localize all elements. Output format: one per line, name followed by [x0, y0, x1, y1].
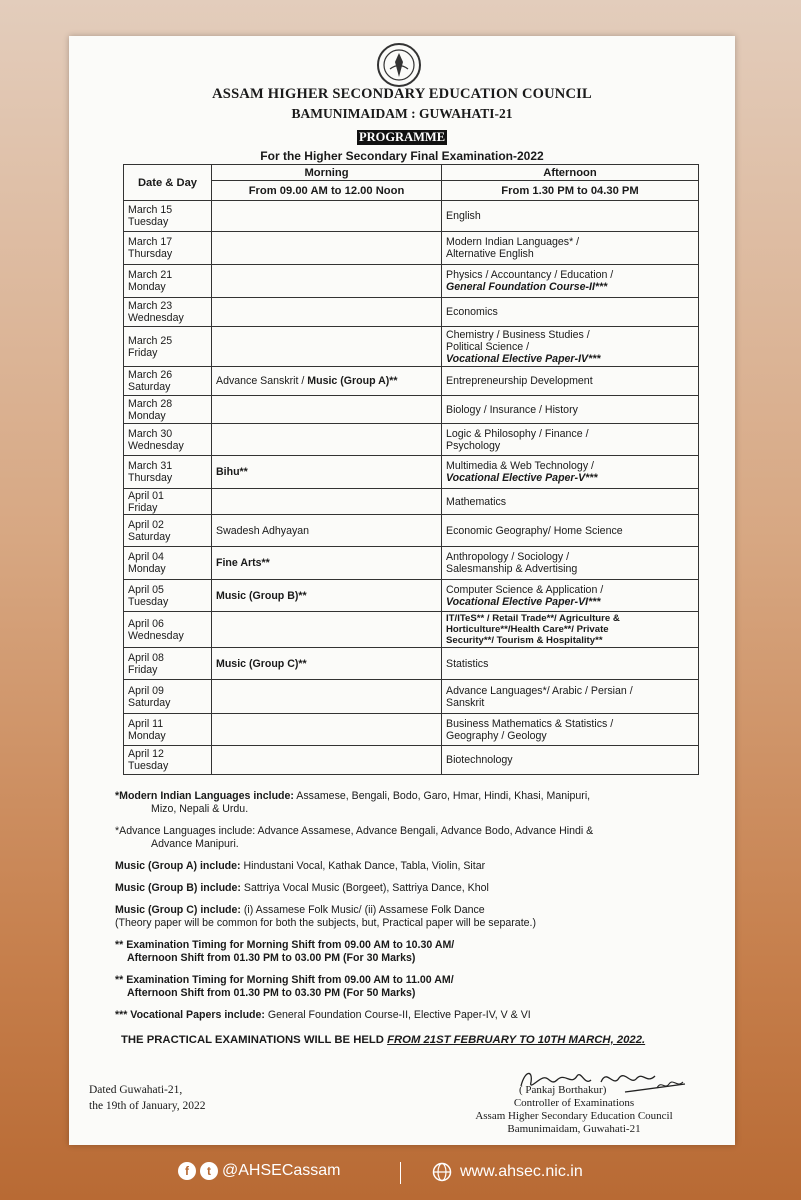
schedule-date-cell — [124, 680, 212, 714]
signatory-place: Bamunimaidam, Guwahati-21 — [507, 1123, 641, 1135]
schedule-row — [124, 515, 699, 547]
morning-subject-bold: Music (Group B)** — [216, 589, 307, 602]
note-music-group-a: Music (Group A) include: Hindustani Vocal, Kathak Dance, Tabla, Violin, Sitar — [115, 860, 486, 872]
afternoon-subject-cell — [442, 265, 699, 298]
afternoon-subject: Computer Science & Application / — [446, 583, 604, 596]
exam-date: March 15 — [128, 204, 173, 216]
schedule-row — [124, 327, 699, 367]
schedule-row — [124, 746, 699, 775]
dated-line-2: the 19th of January, 2022 — [89, 1100, 206, 1112]
afternoon-subject-cell — [442, 456, 699, 489]
morning-time-header: From 09.00 AM to 12.00 Noon — [212, 181, 442, 201]
afternoon-subject-cell — [442, 298, 699, 327]
morning-subject-cell — [212, 489, 442, 515]
afternoon-subject: Statistics — [446, 657, 489, 670]
afternoon-subject-line: Sanskrit — [446, 696, 485, 709]
exam-date: March 21 — [128, 269, 173, 281]
signatory-title: Controller of Examinations — [513, 1097, 635, 1109]
afternoon-subject-line: Psychology — [446, 439, 501, 452]
schedule-row — [124, 298, 699, 327]
note-timing-30-marks: ** Examination Timing for Morning Shift from 09.00 AM to 10.30 AM/ Afternoon Shift from 01.30 PM to 03.00 PM (For 30 Marks) — [115, 939, 455, 964]
exam-date: April 09 — [128, 684, 164, 697]
schedule-date-cell — [124, 456, 212, 489]
exam-date: April 05 — [128, 583, 164, 596]
morning-subject-cell — [212, 201, 442, 232]
afternoon-subject-line: Vocational Elective Paper-V*** — [446, 472, 598, 484]
website-link[interactable] — [432, 1162, 583, 1182]
exam-subtitle: For the Higher Secondary Final Examination-2022 — [260, 149, 544, 163]
exam-day: Tuesday — [128, 595, 169, 608]
morning-subject-cell — [212, 580, 442, 612]
exam-date: March 17 — [128, 236, 173, 248]
morning-subject-cell — [212, 612, 442, 648]
exam-day: Friday — [128, 501, 158, 514]
exam-day: Friday — [128, 663, 158, 676]
exam-date: March 28 — [128, 397, 173, 410]
exam-date: April 02 — [128, 518, 164, 531]
social-links[interactable] — [178, 1162, 341, 1180]
afternoon-subject-cell — [442, 201, 699, 232]
schedule-date-cell — [124, 612, 212, 648]
exam-day: Saturday — [128, 381, 171, 393]
afternoon-subject-line: Vocational Elective Paper-IV*** — [446, 352, 601, 365]
exam-day: Saturday — [128, 530, 171, 543]
afternoon-subject-line: Salesmanship & Advertising — [446, 563, 578, 575]
afternoon-subject: Economics — [446, 306, 498, 318]
exam-date: April 12 — [128, 748, 164, 760]
exam-date: April 01 — [128, 489, 164, 502]
morning-subject-cell — [212, 396, 442, 424]
globe-icon — [432, 1162, 452, 1182]
afternoon-subject-cell — [442, 580, 699, 612]
exam-date: March 23 — [128, 300, 173, 312]
exam-day: Wednesday — [128, 629, 184, 642]
programme-title: PROGRAMME — [358, 130, 446, 144]
exam-day: Monday — [128, 281, 166, 293]
practical-exam-notice: THE PRACTICAL EXAMINATIONS WILL BE HELD FROM 21ST FEBRUARY TO 10TH MARCH, 2022. — [121, 1034, 646, 1046]
note-modern-languages: *Modern Indian Languages include: Assamese, Bengali, Bodo, Garo, Hmar, Hindi, Khasi, Manipuri, Mizo, Nepali & Urdu. — [115, 790, 591, 815]
schedule-date-cell — [124, 515, 212, 547]
exam-date: March 31 — [128, 460, 173, 472]
website-url[interactable]: www.ahsec.nic.in — [460, 1163, 583, 1180]
afternoon-subject: Mathematics — [446, 495, 507, 508]
afternoon-subject-line: Political Science / — [446, 340, 530, 353]
afternoon-subject: Economic Geography/ Home Science — [446, 524, 623, 537]
schedule-date-cell — [124, 489, 212, 515]
morning-subject-cell — [212, 648, 442, 680]
exam-day: Wednesday — [128, 312, 184, 324]
morning-subject-cell — [212, 367, 442, 396]
schedule-row — [124, 367, 699, 396]
schedule-date-cell — [124, 746, 212, 775]
notes-section — [115, 790, 715, 1031]
schedule-date-cell — [124, 396, 212, 424]
exam-day: Saturday — [128, 696, 171, 709]
morning-subject-cell — [212, 680, 442, 714]
afternoon-subject-cell — [442, 714, 699, 746]
twitter-icon[interactable]: t — [200, 1162, 218, 1180]
exam-day: Friday — [128, 346, 158, 359]
morning-subject-cell — [212, 515, 442, 547]
afternoon-subject: Multimedia & Web Technology / — [446, 460, 594, 472]
afternoon-subject: English — [446, 210, 481, 222]
morning-subject-bold: Music (Group A)** — [307, 375, 398, 387]
afternoon-subject: Chemistry / Business Studies / — [446, 328, 590, 341]
exam-date: April 08 — [128, 651, 164, 664]
schedule-row — [124, 680, 699, 714]
schedule-row — [124, 201, 699, 232]
morning-column-header: Morning — [212, 165, 442, 181]
afternoon-subject-cell — [442, 612, 699, 648]
social-handle[interactable]: @AHSECassam — [222, 1162, 341, 1179]
schedule-row — [124, 396, 699, 424]
afternoon-subject: Anthropology / Sociology / — [446, 551, 570, 563]
council-address: BAMUNIMAIDAM : GUWAHATI-21 — [291, 106, 513, 121]
note-advance-languages: *Advance Languages include: Advance Assamese, Advance Bengali, Advance Bodo, Advance Hindi & Advance Manipuri. — [115, 825, 594, 850]
schedule-row — [124, 265, 699, 298]
afternoon-subject-line: General Foundation Course-II*** — [446, 281, 608, 293]
morning-subject-cell — [212, 265, 442, 298]
schedule-row — [124, 547, 699, 580]
afternoon-subject-cell — [442, 489, 699, 515]
afternoon-subject-cell — [442, 648, 699, 680]
exam-day: Tuesday — [128, 760, 169, 772]
afternoon-time-header: From 1.30 PM to 04.30 PM — [442, 181, 699, 201]
morning-subject-cell — [212, 327, 442, 367]
schedule-date-cell — [124, 648, 212, 680]
exam-day: Monday — [128, 563, 166, 575]
dated-block — [89, 1082, 205, 1114]
morning-subject-cell — [212, 714, 442, 746]
exam-date: April 11 — [128, 717, 164, 730]
morning-subject-cell — [212, 424, 442, 456]
exam-day: Tuesday — [128, 216, 169, 228]
schedule-date-cell — [124, 232, 212, 265]
morning-subject-cell — [212, 456, 442, 489]
signatory-org: Assam Higher Secondary Education Council — [475, 1110, 673, 1122]
morning-subject-bold: Music (Group C)** — [216, 657, 307, 670]
afternoon-subject: Modern Indian Languages* / — [446, 236, 580, 248]
schedule-date-cell — [124, 298, 212, 327]
exam-day: Thursday — [128, 472, 173, 484]
exam-date: March 25 — [128, 334, 173, 347]
exam-day: Monday — [128, 409, 166, 422]
exam-date: April 04 — [128, 551, 164, 563]
afternoon-subject: Biology / Insurance / History — [446, 403, 578, 416]
morning-subject: Swadesh Adhyayan — [216, 524, 310, 537]
afternoon-subject: Entrepreneurship Development — [446, 375, 593, 387]
morning-subject-cell — [212, 547, 442, 580]
morning-subject-cell — [212, 232, 442, 265]
facebook-icon[interactable]: f — [178, 1162, 196, 1180]
afternoon-subject-line: Security**/ Tourism & Hospitality** — [446, 635, 603, 646]
note-vocational-papers: *** Vocational Papers include: General Foundation Course-II, Elective Paper-IV, V & VI — [115, 1009, 531, 1021]
schedule-date-cell — [124, 327, 212, 367]
note-music-group-b: Music (Group B) include: Sattriya Vocal Music (Borgeet), Sattriya Dance, Khol — [115, 882, 489, 894]
schedule-date-cell — [124, 424, 212, 456]
morning-subject-cell — [212, 298, 442, 327]
exam-date: April 06 — [128, 617, 164, 630]
schedule-date-cell — [124, 201, 212, 232]
note-music-group-c: Music (Group C) include: (i) Assamese Folk Music/ (ii) Assamese Folk Dance (Theory paper will be common for both the subjects, but, Practical paper will be separate.) — [115, 904, 537, 929]
exam-date: March 30 — [128, 427, 173, 440]
schedule-row — [124, 489, 699, 515]
exam-schedule-table — [123, 164, 699, 775]
note-timing-50-marks: ** Examination Timing for Morning Shift from 09.00 AM to 11.00 AM/ Afternoon Shift from 01.30 PM to 03.30 PM (For 50 Marks) — [115, 974, 454, 999]
schedule-date-cell — [124, 580, 212, 612]
afternoon-subject: Physics / Accountancy / Education / — [446, 269, 614, 281]
afternoon-subject-cell — [442, 327, 699, 367]
afternoon-subject-cell — [442, 232, 699, 265]
afternoon-subject-cell — [442, 680, 699, 714]
afternoon-subject-cell — [442, 515, 699, 547]
afternoon-subject-line: Vocational Elective Paper-VI*** — [446, 595, 601, 608]
morning-subject: Advance Sanskrit / — [216, 375, 308, 387]
afternoon-subject-cell — [442, 396, 699, 424]
schedule-row — [124, 648, 699, 680]
exam-day: Wednesday — [128, 439, 184, 452]
afternoon-subject-line: Geography / Geology — [446, 729, 547, 742]
afternoon-subject-cell — [442, 547, 699, 580]
afternoon-subject: IT/ITeS** / Retail Trade**/ Agriculture & — [446, 613, 620, 624]
afternoon-subject-line: Horticulture**/Health Care**/ Private — [446, 624, 609, 635]
signatory-block — [449, 1084, 699, 1136]
exam-day: Thursday — [128, 248, 173, 260]
schedule-row — [124, 612, 699, 648]
afternoon-subject-cell — [442, 746, 699, 775]
afternoon-subject: Advance Languages*/ Arabic / Persian / — [446, 684, 633, 697]
exam-day: Monday — [128, 729, 166, 742]
schedule-date-cell — [124, 714, 212, 746]
afternoon-subject-line: Alternative English — [446, 248, 534, 260]
morning-subject-bold: Fine Arts** — [216, 557, 270, 569]
schedule-row — [124, 424, 699, 456]
morning-subject-cell — [212, 746, 442, 775]
schedule-date-cell — [124, 265, 212, 298]
schedule-date-cell — [124, 547, 212, 580]
afternoon-subject: Business Mathematics & Statistics / — [446, 717, 614, 730]
date-column-header: Date & Day — [124, 165, 212, 201]
schedule-row — [124, 232, 699, 265]
afternoon-subject: Biotechnology — [446, 754, 513, 766]
schedule-row — [124, 580, 699, 612]
signatory-name: ( Pankaj Borthakur) — [519, 1084, 607, 1096]
morning-subject-bold: Bihu** — [216, 466, 248, 478]
footer-divider — [400, 1162, 401, 1184]
footer-bar — [0, 1162, 801, 1184]
exam-date: March 26 — [128, 369, 173, 381]
document-sheet — [69, 36, 735, 1145]
afternoon-subject: Logic & Philosophy / Finance / — [446, 427, 589, 440]
schedule-row — [124, 456, 699, 489]
schedule-row — [124, 714, 699, 746]
council-emblem-icon — [376, 42, 422, 88]
afternoon-column-header: Afternoon — [442, 165, 699, 181]
afternoon-subject-cell — [442, 367, 699, 396]
dated-line-1: Dated Guwahati-21, — [89, 1084, 183, 1096]
schedule-date-cell — [124, 367, 212, 396]
afternoon-subject-cell — [442, 424, 699, 456]
council-name: ASSAM HIGHER SECONDARY EDUCATION COUNCIL — [212, 86, 592, 102]
